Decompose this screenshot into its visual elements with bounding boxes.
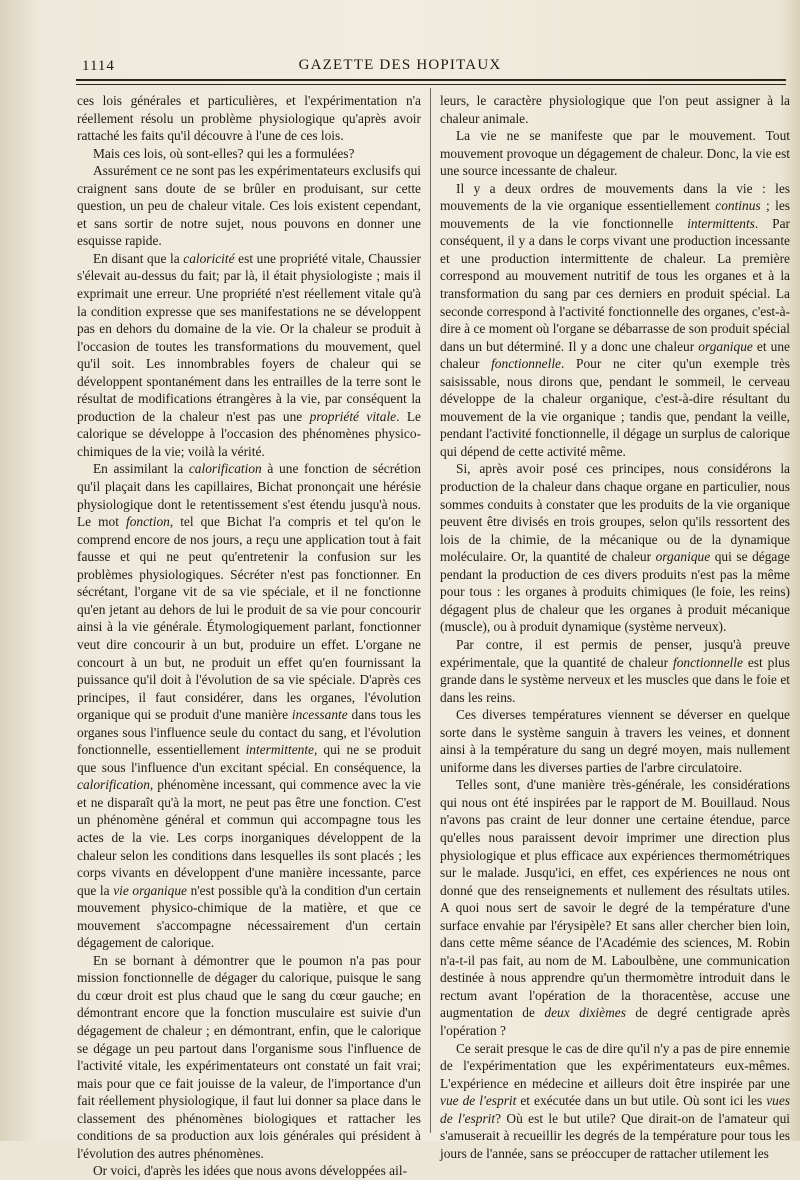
text-run: En assimilant la: [93, 461, 189, 477]
text-run: qui se dégage pendant la production de ces divers produits n'est pas la même pour tous : les organes à produits chimiques (le foie, les reins) dégagent plus de chaleur que les organes à produit mécanique (muscle), ou à produit dynamique (système nerveux).: [440, 549, 790, 635]
text-run: , tel que Bichat l'a compris et tel qu'on le comprend encore de nos jours, a reçu une application tout à fait fausse et qui ne peut qu'entretenir la confusion sur les problèmes physiologiques. Sécréter n'est pas fonctionner. En sécrétant, l'organe vit de sa vie spéciale, et il ne fonctionne qu'en jetant au dehors de lui le produit de sa vie pour concourir ainsi à la vie générale. Étymologiquement parlant, fonctionner veut dire concourir à un but, produire un effet. L'organe ne concourt à un but, ne produit un effet qu'en fournissant la puissance qu'il doit à l'évolution de sa vie spéciale. D'après ces principes, il faut considérer, dans les organes, l'évolution organique qui se produit d'une manière: [77, 514, 421, 723]
italic-text: fonctionnelle: [672, 654, 743, 670]
text-run: de degré centigrade après l'opération ?: [440, 1005, 790, 1038]
text-run: Ce serait presque le cas de dire qu'il n'y a pas de pire ennemie de l'expérimentation que les expérimentateurs eux-mêmes. L'expérience en médecine et ailleurs doit être inspirée par une: [440, 1040, 790, 1091]
page-number: 1114: [82, 58, 115, 74]
header-rule-thin: [76, 84, 786, 85]
paragraph: [440, 1040, 790, 1163]
text-run: est une propriété vitale, Chaussier s'élevait au-dessus du fait; par là, il était physiologiste ; mais il exprimait une erreur. Une propriété n'est réellement vitale qu'à la condition expresse que ses manifestations ne se développent pas en dehors du domaine de la vie. Or la chaleur se produit à l'occasion de toutes les transformations du mouvement, quel qu'il soit. Les innombrables foyers de chaleur qui se développent spontanément dans les entrailles de la terre sont le résultat de modifications étrangères à la vie, par conséquent la production de la chaleur n'est pas une: [77, 250, 421, 424]
column-divider: [430, 88, 431, 1133]
italic-text: calorification: [77, 777, 150, 793]
text-run: . Par conséquent, il y a dans le corps vivant une production incessante et une production intermittente de chaleur. La première correspond au mouvement nutritif de tous les organes et à la transformation du sang par ces derniers en produit spécial. La seconde correspond à l'activité fonctionnelle des organes, c'est-à-dire à ce moment où l'organe se débarrasse de son produit spécial dans un but déterminé. Il y a donc une chaleur: [440, 215, 790, 354]
text-run: Assurément ce ne sont pas les expérimentateurs exclusifs qui craignent sans doute de se brûler en produisant, sur cette question, un peu de chaleur vitale. Ces lois existent cependant, et sans sortir de notre sujet, nous pouvons en donner une esquisse rapide.: [77, 163, 421, 249]
italic-text: vue de l'esprit: [440, 1093, 517, 1109]
paragraph: [440, 180, 790, 461]
text-run: En disant que la: [93, 250, 184, 266]
text-run: . Le calorique se développe à l'occasion des phénomènes physico-chimiques de la vie; voilà la vérité.: [77, 408, 421, 459]
right-column: [440, 92, 791, 1161]
text-run: Mais ces lois, où sont-elles? qui les a formulées?: [93, 145, 355, 161]
paragraph: [77, 145, 421, 163]
page-header: [0, 54, 800, 78]
italic-text: fonction: [125, 514, 170, 530]
text-run: leurs, le caractère physiologique que l'on peut assigner à la chaleur animale.: [440, 93, 790, 126]
text-run: dans tous les organes sous l'influence seule du contact du sang, et l'évolution fonctionnelle, essentiellement: [77, 707, 421, 758]
italic-text: caloricité: [183, 250, 235, 266]
text-run: Si, après avoir posé ces principes, nous considérons la production de la chaleur dans chaque organe en particulier, nous sommes conduits à constater que les produits de la vie organique peuvent être divisés en trois groupes, selon qu'ils ressortent des lois de la chimie, de la mécanique ou de la dynamique moléculaire. Or, la quantité de chaleur: [440, 461, 790, 565]
left-column: [77, 92, 421, 1179]
paragraph: [440, 460, 790, 635]
text-run: Or voici, d'après les idées que nous avons développées ail-: [93, 1163, 408, 1179]
italic-text: continus: [715, 198, 761, 214]
paragraph: [440, 636, 790, 706]
italic-text: calorification: [188, 461, 262, 477]
italic-text: vues de l'esprit: [440, 1093, 790, 1126]
text-run: , phénomène incessant, qui commence avec la vie et ne disparaît qu'à la mort, ne peut pas être une fonction. C'est un phénomène général et commun qui accompagne tous les actes de la vie. Les corps inorganiques développent de la chaleur selon les conditions dans lesquelles ils sont placés ; les corps vivants en développent d'une manière incessante, parce que la: [77, 777, 421, 898]
paragraph: [77, 250, 421, 461]
text-run: , qui ne se produit que sous l'influence d'un excitant spécial. En conséquence, la: [77, 742, 421, 775]
paragraph: [440, 776, 790, 1039]
text-run: à une fonction de sécrétion qu'il plaçait dans les capillaires, Bichat prononçait une hérésie physiologique dont le retentissement s'est étendu jusqu'à nous. Le mot: [77, 461, 421, 530]
paragraph: [440, 127, 790, 180]
italic-text: fonctionnelle: [491, 356, 561, 372]
text-run: En se bornant à démontrer que le poumon n'a pas pour mission fonctionnelle de dégager du calorique, puisque le sang du cœur droit est plus chaud que le sang du cœur gauche; en démontrant encore que la fonction musculaire est suivie d'un dégagement de chaleur ; en démontrant, enfin, que le calorique se dégage un peu partout dans l'organisme sous l'influence de l'activité vitale, les expérimentateurs ont constaté un fait vrai; mais pour que ce fait jouisse de la valeur, de l'importance d'un fait réellement physiologique, il faut lui donner sa place dans le classement des phénomènes biologiques et rattacher les conditions de sa production aux lois générales qui président à l'évolution des autres phénomènes.: [77, 952, 421, 1161]
text-run: Ces diverses températures viennent se déverser en quelque sorte dans le système sanguin à travers les veines, et donnent ainsi à la température du sang un degré moyen, mais nullement uniforme dans les diverses parties de l'arbre circulatoire.: [440, 707, 790, 775]
running-title: GAZETTE DES HOPITAUX: [298, 57, 502, 73]
paragraph: [77, 460, 421, 951]
text-run: et exécutée dans un but utile. Où sont ici les: [516, 1093, 767, 1109]
text-run: Par contre, il est permis de penser, jusqu'à preuve expérimentale, que la quantité de chaleur: [440, 636, 790, 670]
text-run: ; les mouvements de la vie fonctionnelle: [440, 198, 791, 231]
text-run: ces lois générales et particulières, et l'expérimentation n'a réellement résolu un problème physiologique qu'après avoir rattaché les faits qu'il découvre à l'une de ces lois.: [77, 93, 421, 144]
paragraph: [77, 1162, 421, 1180]
text-run: Il y a deux ordres de mouvements dans la vie : les mouvements de la vie organique essentiellement: [440, 180, 790, 214]
italic-text: incessante: [291, 707, 348, 723]
text-run: Telles sont, d'une manière très-générale, les considérations qui nous ont été inspirées par le rapport de M. Bouillaud. Nous n'avons pas craint de leur donner une certaine étendue, parce qu'elles nous paraissent devoir imprimer une direction plus physiologique et plus efficace aux expériences thermométriques sur le malade. Jusqu'ici, en effet, ces expériences ne nous ont donné que des renseignements et nullement des résultats utiles. A quoi nous sert de savoir le degré de la température d'une surface envahie par l'érysipèle? Et sans aller chercher bien loin, dans cette même séance de l'Académie des sciences, M. Robin n'a-t-il pas fait, au nom de M. Laboulbène, une communication destinée à nous apprendre qu'un thermomètre introduit dans le rectum avant l'opération de la thoracentèse, accuse une augmentation de: [440, 777, 790, 1021]
paragraph: [77, 162, 421, 250]
paragraph: [440, 92, 790, 127]
text-run: n'est possible qu'à la condition d'un certain mouvement physico-chimique de la matière, et que ce mouvement s'accompagne nécessairement d'un certain dégagement de calorique.: [77, 882, 421, 951]
text-run: La vie ne se manifeste que par le mouvement. Tout mouvement provoque un dégagement de chaleur. Donc, la vie est une source incessante de chaleur.: [440, 128, 790, 179]
italic-text: organique: [655, 549, 711, 565]
italic-text: intermittents: [687, 215, 755, 231]
header-rule-thick: [76, 79, 786, 81]
italic-text: organique: [698, 338, 753, 354]
italic-text: deux dixièmes: [544, 1005, 626, 1021]
text-run: et une chaleur: [440, 338, 790, 372]
text-run: est plus grande dans le système nerveux et les muscles que dans le foie et dans les reins.: [440, 654, 790, 705]
text-run: . Pour ne citer qu'un exemple très saisissable, nous dirons que, pendant le sommeil, le cerveau développe de la chaleur organique, c'est-à-dire résultant du mouvement de la vie organique ; tandis que, pendant la veille, pendant l'activité fonctionnelle, il dégage un surplus de calorique qui dépend de cette activité même.: [440, 356, 790, 459]
paragraph: [77, 92, 421, 145]
paragraph: [77, 952, 421, 1163]
italic-text: vie organique: [113, 882, 187, 898]
text-run: ? Où est le but utile? Que dirait-on de l'amateur qui s'amuserait à recueillir les degrés de la température pour tous les jours de l'année, sans se préoccuper de rattacher utilement les: [440, 1110, 790, 1161]
italic-text: propriété vitale: [309, 408, 397, 424]
italic-text: intermittente: [245, 742, 315, 758]
paragraph: [440, 706, 790, 776]
